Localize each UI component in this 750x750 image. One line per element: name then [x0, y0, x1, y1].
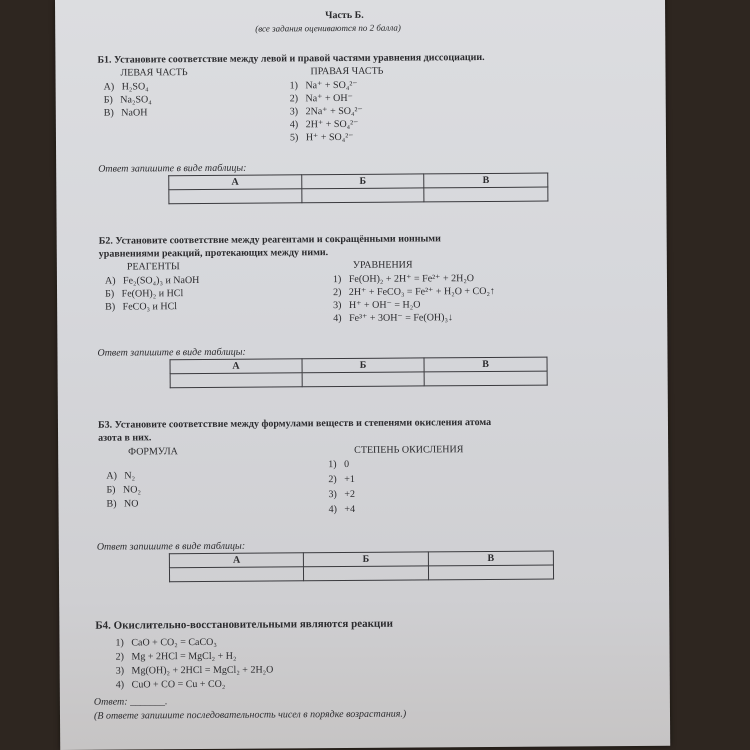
b3-answer-table	[169, 551, 554, 583]
b3-answer-prompt: Ответ запишите в виде таблицы:	[96, 540, 246, 553]
answer-cell-b[interactable]	[304, 566, 429, 581]
b1-right-header: ПРАВАЯ ЧАСТЬ	[310, 65, 384, 78]
b2-right-item: 2) 2H⁺ + FeCO₃ = Fe²⁺ + H₂O + CO₂↑	[333, 285, 495, 299]
part-title: Часть Б.	[325, 9, 364, 22]
b4-item: 2) Mg + 2HCl = MgCl₂ + H₂	[115, 650, 237, 663]
answer-header-v: В	[424, 357, 547, 372]
b3-left-header: ФОРМУЛА	[128, 446, 178, 458]
b2-right-header: УРАВНЕНИЯ	[352, 259, 413, 271]
b1-left-header: ЛЕВАЯ ЧАСТЬ	[120, 67, 188, 79]
b1-answer-prompt: Ответ запишите в виде таблицы:	[98, 162, 247, 175]
b4-item: 3) Mg(OH)₂ + 2HCl = MgCl₂ + 2H₂O	[115, 664, 274, 677]
b2-left-item: А) Fe₂(SO₄)₃ и NaOH	[104, 274, 200, 287]
answer-header-a: А	[169, 553, 303, 568]
b2-title-line1: Б2. Установите соответствие между реагентами и сокращёнными ионными	[98, 233, 441, 247]
answer-cell-v[interactable]	[428, 565, 553, 580]
b1-right-item: 3) 2Na⁺ + SO₄²⁻	[289, 105, 363, 118]
b4-answer-label[interactable]: Ответ: _______.	[93, 696, 168, 708]
b3-right-item: 1) 0	[328, 458, 350, 471]
answer-header-b: Б	[302, 358, 424, 373]
answer-cell-v[interactable]	[424, 371, 547, 386]
answer-cell-a[interactable]	[169, 567, 303, 582]
b2-right-item: 4) Fe³⁺ + 3OH⁻ = Fe(OH)₃↓	[333, 312, 453, 325]
part-note: (все задания оцениваются по 2 балла)	[255, 22, 401, 34]
b1-title: Б1. Установите соответствие между левой и правой частями уравнения диссоциации.	[97, 52, 485, 66]
b1-answer-table	[168, 173, 548, 205]
answer-header-v: В	[428, 551, 553, 566]
answer-header-b: Б	[304, 552, 429, 567]
b2-left-header: РЕАГЕНТЫ	[126, 261, 180, 273]
b1-right-item: 5) H⁺ + SO₄²⁻	[289, 131, 354, 144]
b3-left-item: А) N₂	[106, 470, 136, 482]
worksheet-page	[55, 0, 670, 750]
b2-title-line2: уравнениями реакций, протекающих между ними.	[98, 247, 329, 260]
b2-right-item: 1) Fe(OH)₂ + 2H⁺ = Fe²⁺ + 2H₂O	[332, 273, 475, 286]
b4-item: 1) CaO + CO₂ = CaCO₃	[115, 636, 217, 649]
b2-left-item: В) FeCO₃ и HCl	[105, 301, 178, 313]
b3-right-item: 3) +2	[328, 488, 355, 501]
answer-cell-v[interactable]	[424, 187, 548, 202]
b3-title-line1: Б3. Установите соответствие между формулами веществ и степенями окисления атома	[97, 416, 492, 431]
b2-answer-prompt: Ответ запишите в виде таблицы:	[97, 346, 246, 359]
b4-answer-note: (В ответе запишите последовательность чисел в порядке возрастания.)	[93, 708, 407, 722]
b1-right-item: 2) Na⁺ + OH⁻	[289, 92, 353, 105]
answer-cell-b[interactable]	[302, 372, 424, 387]
b1-left-item: А) H₂SO₄	[103, 81, 149, 93]
b2-right-item: 3) H⁺ + OH⁻ = H₂O	[333, 299, 421, 312]
b3-left-item: В) NO	[106, 498, 139, 510]
b3-right-header: СТЕПЕНЬ ОКИСЛЕНИЯ	[354, 444, 464, 456]
b4-title: Б4. Окислительно-восстановительными являются реакции	[95, 617, 393, 632]
b1-right-item: 4) 2H⁺ + SO₄²⁻	[289, 118, 359, 131]
answer-cell-a[interactable]	[170, 373, 302, 388]
b1-right-item: 1) Na⁺ + SO₄²⁻	[289, 79, 358, 92]
b3-title-line2: азота в них.	[98, 432, 152, 444]
answer-header-b: Б	[301, 174, 424, 189]
b3-right-item: 2) +1	[328, 473, 355, 486]
b3-right-item: 4) +4	[328, 503, 356, 516]
b1-left-item: В) NaOH	[103, 107, 148, 119]
answer-cell-b[interactable]	[301, 188, 424, 203]
answer-header-a: А	[169, 175, 302, 190]
b4-item: 4) CuO + CO = Cu + CO₂	[115, 678, 226, 691]
b3-left-item: Б) NO₂	[106, 484, 141, 496]
b2-answer-table	[170, 357, 548, 389]
answer-header-v: В	[424, 173, 548, 188]
b2-left-item: Б) Fe(OH)₂ и HCl	[105, 288, 184, 300]
answer-header-a: А	[170, 359, 302, 374]
b1-left-item: Б) Na₂SO₄	[103, 94, 152, 106]
answer-cell-a[interactable]	[169, 189, 302, 204]
